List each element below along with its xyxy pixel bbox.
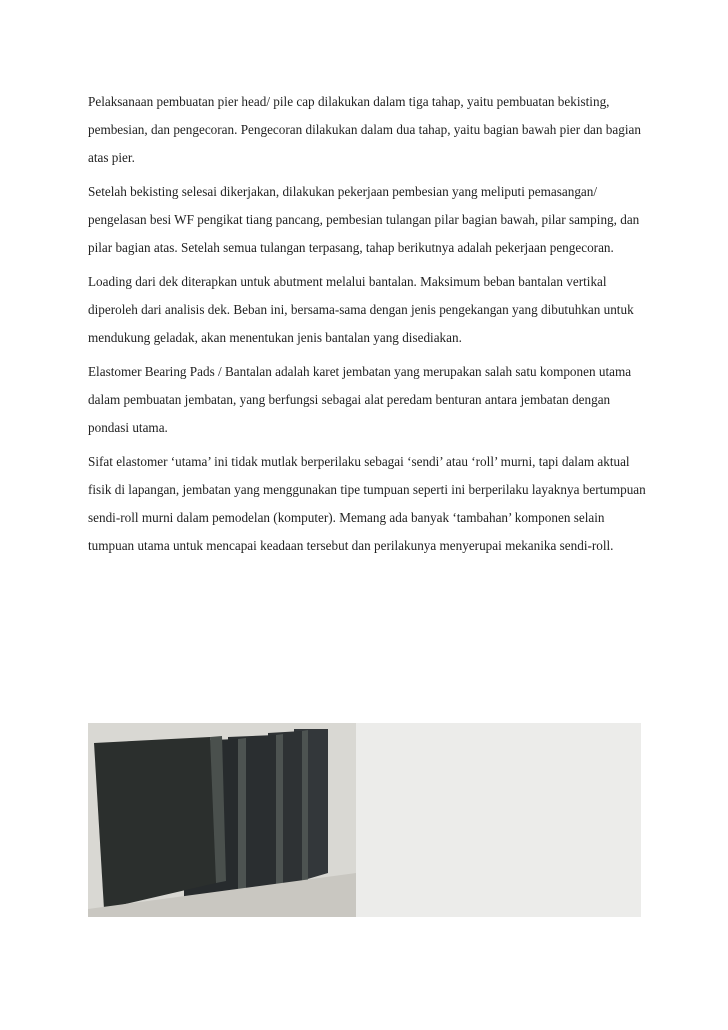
paragraph-elastomer: Elastomer Bearing Pads / Bantalan adalah karet jembatan yang merupakan salah satu komponen utama dalam pembuatan jembatan, yang berfungsi sebagai alat peredam benturan antara jembatan dengan pondasi utama. (88, 364, 632, 435)
pad-front (94, 737, 216, 909)
paragraph-pembesian: Setelah bekisting selesai dikerjakan, dilakukan pekerjaan pembesian yang meliputi pemasangan/ pengelasan besi WF pengikat tiang pancang, pembesian tulangan pilar bagian bawah, pilar samping, dan pilar bagian atas. Setelah semua tulangan terpasang, tahap berikutnya adalah pekerjaan pengecoran. (88, 184, 640, 255)
bearing-pads-photo (88, 723, 641, 917)
body-text (88, 88, 648, 566)
paragraph-loading: Loading dari dek diterapkan untuk abutment melalui bantalan. Maksimum beban bantalan vertikal diperoleh dari analisis dek. Beban ini, bersama-sama dengan jenis pengekangan yang dibutuhkan untuk mendukung geladak, akan menentukan jenis bantalan yang disediakan. (88, 274, 634, 345)
paragraph-sifat-elastomer: Sifat elastomer ‘utama’ ini tidak mutlak berperilaku sebagai ‘sendi’ atau ‘roll’ murni, tapi dalam aktual fisik di lapangan, jembatan yang menggunakan tipe tumpuan seperti ini berperilaku layaknya bertumpuan sendi-roll murni dalam pemodelan (komputer). Memang ada banyak ‘tambahan’ komponen selain tumpuan utama untuk mencapai keadaan tersebut dan perilakunya menyerupai mekanika sendi-roll. (88, 454, 646, 553)
bearing-pads-image (88, 723, 641, 917)
paragraph-pier-head: Pelaksanaan pembuatan pier head/ pile cap dilakukan dalam tiga tahap, yaitu pembuatan bekisting, pembesian, dan pengecoran. Pengecoran dilakukan dalam dua tahap, yaitu bagian bawah pier dan bagian atas pier. (88, 94, 641, 165)
